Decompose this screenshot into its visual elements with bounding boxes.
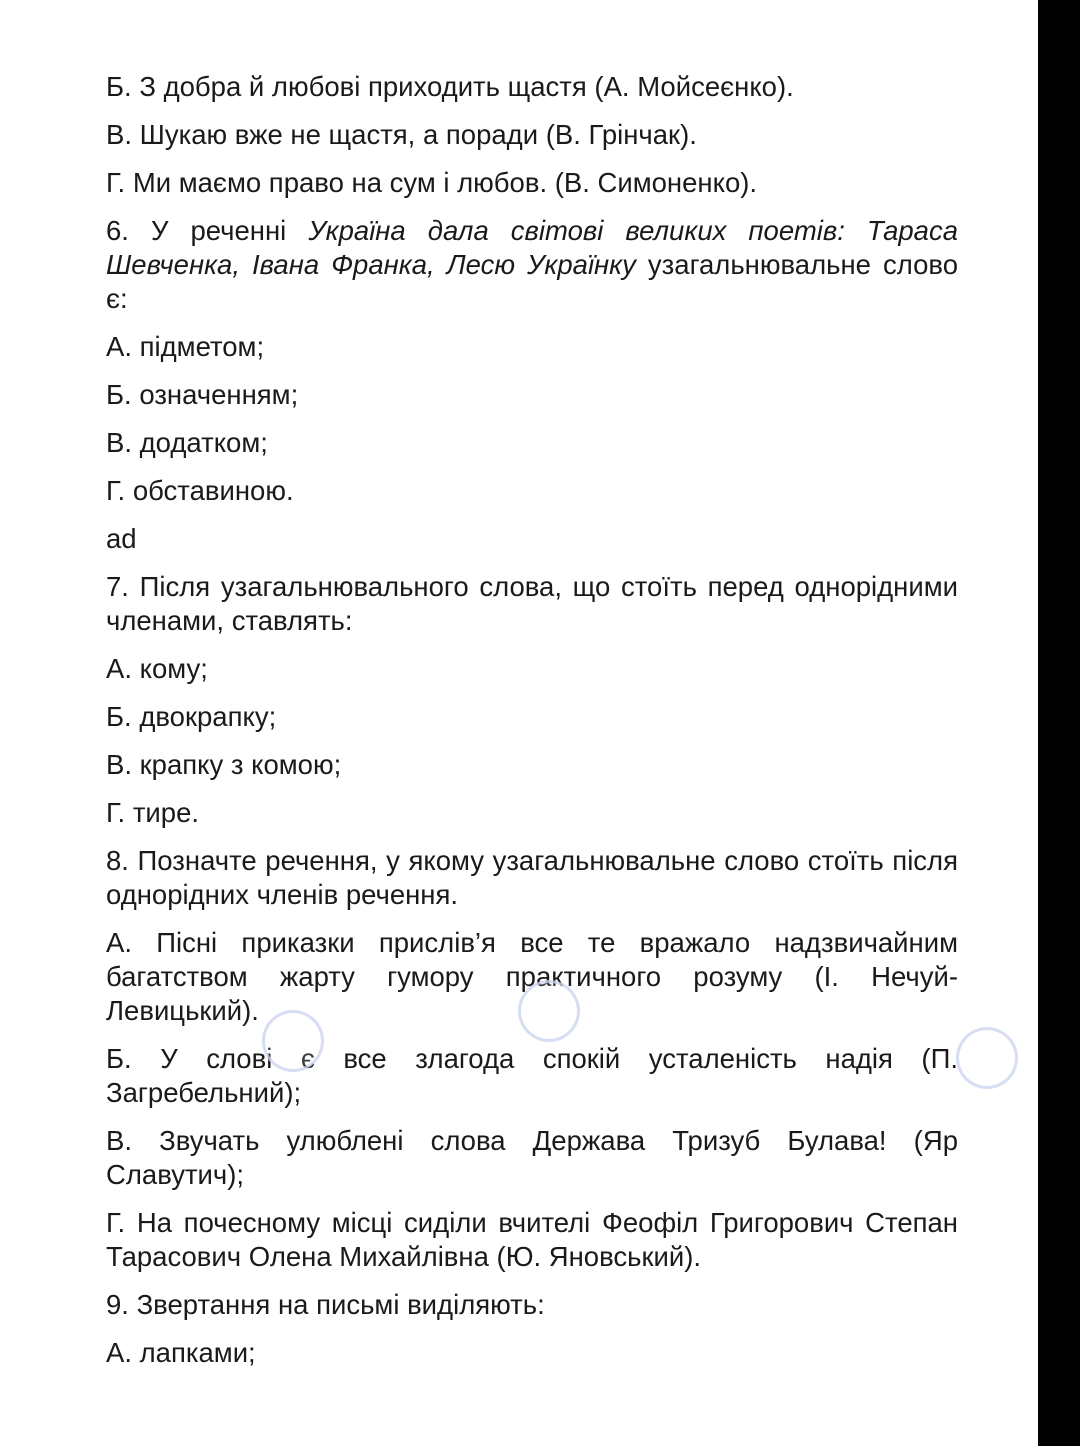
answer-line-q7-g: Г. тире. xyxy=(106,797,200,828)
question-8: 8. Позначте речення, у якому узагальнювальне слово стоїть після однорідних членів речення. xyxy=(106,845,958,910)
question-7: 7. Після узагальнювального слова, що стоїть перед однорідними членами, ставлять: xyxy=(106,571,958,636)
question-9: 9. Звертання на письмі виділяють: xyxy=(106,1289,545,1320)
screen-edge xyxy=(1038,0,1080,1446)
question-6-suffix: узагальнювальне слово є: xyxy=(106,249,958,314)
question-6-example-sentence: Україна дала світові великих поетів: Тараса Шевченка, Івана Франка, Лесю Українку xyxy=(106,215,958,280)
touch-indicator-circle xyxy=(518,980,580,1042)
answer-line-q7-b: Б. двокрапку; xyxy=(106,701,277,732)
answer-line-q6-b: Б. означенням; xyxy=(106,379,299,410)
answer-line-q6-g: Г. обставиною. xyxy=(106,475,294,506)
touch-indicator-circle xyxy=(262,1010,324,1072)
document-content xyxy=(106,70,958,1384)
ad-placeholder: ad xyxy=(106,523,137,554)
answer-line-q7-v: В. крапку з комою; xyxy=(106,749,342,780)
answer-line-q6-a: А. підметом; xyxy=(106,331,265,362)
touch-indicator-circle xyxy=(956,1027,1018,1089)
answer-line-q8-v: В. Звучать улюблені слова Держава Тризуб Булава! (Яр Славутич); xyxy=(106,1125,958,1190)
answer-line-q8-b: Б. У слові є все злагода спокій усталеність надія (П. Загребельний); xyxy=(106,1043,958,1108)
answer-line-q5-v: В. Шукаю вже не щастя, а поради (В. Грінчак). xyxy=(106,119,697,150)
answer-line-q6-v: В. додатком; xyxy=(106,427,268,458)
answer-line-q5-b: Б. З добра й любові приходить щастя (А. Мойсеєнко). xyxy=(106,71,794,102)
question-6 xyxy=(106,214,958,316)
answer-line-q7-a: А. кому; xyxy=(106,653,208,684)
answer-line-q8-g: Г. На почесному місці сиділи вчителі Феофіл Григорович Степан Тарасович Олена Михайлівна (Ю. Яновський). xyxy=(106,1207,958,1272)
question-6-prefix: 6. У реченні xyxy=(106,215,309,246)
answer-line-q9-a: А. лапками; xyxy=(106,1337,256,1368)
answer-line-q5-g: Г. Ми маємо право на сум і любов. (В. Симоненко). xyxy=(106,167,758,198)
answer-line-q8-a: А. Пісні приказки прислів’я все те вражало надзвичайним багатством жарту гумору практичного розуму (І. Нечуй-Левицький). xyxy=(106,927,958,1026)
